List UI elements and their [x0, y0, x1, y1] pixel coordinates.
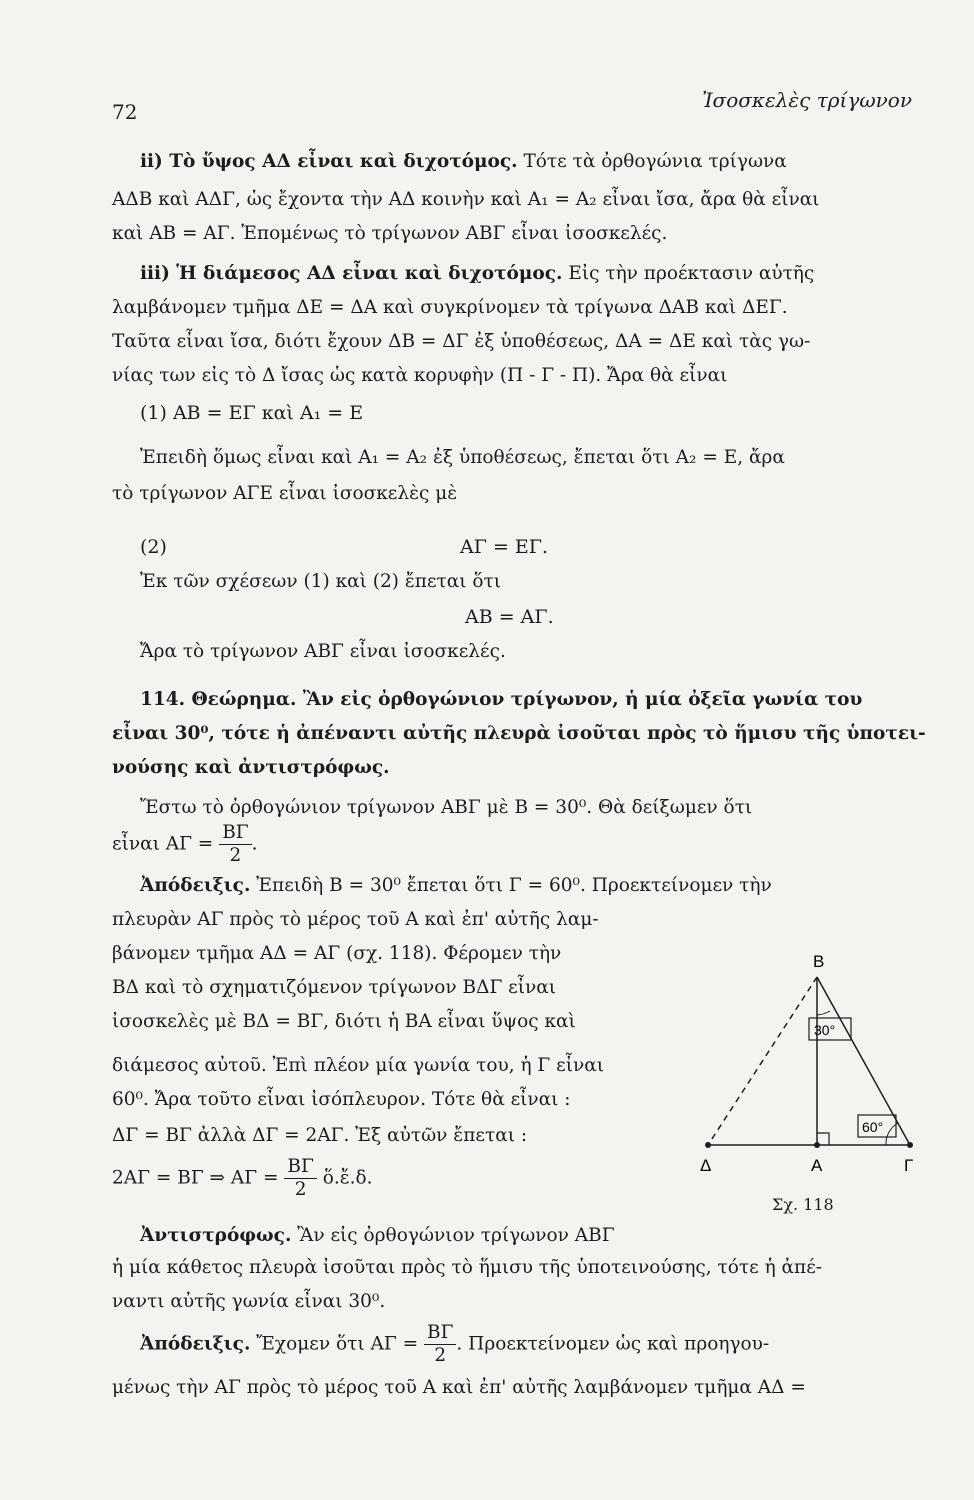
equation-3: ΑΒ = ΑΓ.: [465, 606, 554, 628]
page-number: 72: [112, 100, 138, 124]
text-line: 2ΑΓ = ΒΓ ⇒ ΑΓ = $\frac{B\Gamma}{2}$ ὅ.ἔ.δ.: [112, 1156, 373, 1200]
text-line: Ἀπόδειξις. Ἐπειδὴ Β = 30⁰ ἔπεται ὅτι Γ = 60⁰. Προεκτείνομεν τὴν: [140, 875, 772, 896]
text-line: ΒΔ καὶ τὸ σχηματιζόμενον τρίγωνον ΒΔΓ εἶναι: [112, 977, 557, 998]
text-line: Ταῦτα εἶναι ἴσα, διότι ἔχουν ΔΒ = ΔΓ ἐξ ὑποθέσεως, ΔΑ = ΔΕ καὶ τὰς γω-: [112, 331, 811, 352]
text-line: καὶ ΑΒ = ΑΓ. Ἑπομένως τὸ τρίγωνον ΑΒΓ εἶναι ἰσοσκελές.: [112, 223, 668, 244]
label-b: Β: [813, 952, 825, 971]
text-line: ναντι αὐτῆς γωνία εἶναι 30⁰.: [112, 1291, 386, 1312]
text-line: ΔΓ = ΒΓ ἀλλὰ ΔΓ = 2ΑΓ. Ἐξ αὐτῶν ἔπεται :: [112, 1125, 528, 1146]
angle-g-label: 60°: [862, 1119, 884, 1135]
text-line: διάμεσος αὐτοῦ. Ἐπὶ πλέον μία γωνία του, ἡ Γ εἶναι: [112, 1055, 604, 1076]
text-line: λαμβάνομεν τμῆμα ΔΕ = ΔΑ καὶ συγκρίνομεν τὰ τρίγωνα ΔΑΒ καὶ ΔΕΓ.: [112, 297, 788, 318]
theorem-line: εἶναι 30⁰, τότε ἡ ἀπέναντι αὐτῆς πλευρὰ ἰσοῦται πρὸς τὸ ἥμισυ τῆς ὑποτει-: [112, 723, 926, 744]
text-line: Ἔστω τὸ ὀρθογώνιον τρίγωνον ΑΒΓ μὲ Β = 30⁰. Θὰ δείξωμεν ὅτι: [140, 797, 753, 818]
text-line: Ἄρα τὸ τρίγωνον ΑΒΓ εἶναι ἰσοσκελές.: [140, 641, 506, 662]
angle-b-arc: [817, 1011, 830, 1015]
vertex-d: [705, 1142, 711, 1148]
equation-2: ΑΓ = ΕΓ.: [460, 536, 548, 558]
vertex-a: [814, 1142, 820, 1148]
text-line: ii) Τὸ ὕψος ΑΔ εἶναι καὶ διχοτόμος. Τότε τὰ ὀρθογώνια τρίγωνα: [140, 151, 787, 172]
label-g: Γ: [904, 1156, 914, 1175]
label-a: Α: [811, 1156, 823, 1175]
label-d: Δ: [700, 1156, 712, 1175]
equation-1: (1) ΑΒ = ΕΓ καὶ Α₁ = Ε: [140, 402, 364, 424]
text-line: εἶναι ΑΓ = $\frac{B\Gamma}{2}$ .: [112, 822, 258, 866]
text-line: ἰσοσκελὲς μὲ ΒΔ = ΒΓ, διότι ἡ ΒΑ εἶναι ὕψος καὶ: [112, 1011, 576, 1032]
theorem-line: 114. Θεώρημα. Ἂν εἰς ὀρθογώνιον τρίγωνον, ἡ μία ὀξεῖα γωνία του: [140, 689, 863, 710]
text-line: 60⁰. Ἄρα τοῦτο εἶναι ἰσόπλευρον. Τότε θὰ εἶναι :: [112, 1089, 571, 1110]
side-bd: [708, 977, 817, 1145]
figure-118: [690, 945, 930, 1185]
text-line: Ἐκ τῶν σχέσεων (1) καὶ (2) ἔπεται ὅτι: [140, 571, 502, 592]
vertex-g: [907, 1142, 913, 1148]
text-line: ΑΔΒ καὶ ΑΔΓ, ὡς ἔχοντα τὴν ΑΔ κοινὴν καὶ Α₁ = Α₂ εἶναι ἴσα, ἄρα θὰ εἶναι: [112, 189, 820, 210]
equation-2-label: (2): [140, 536, 167, 558]
angle-b-label: 30°: [814, 1022, 836, 1038]
text-line: μένως τὴν ΑΓ πρὸς τὸ μέρος τοῦ Α καὶ ἐπ' αὐτῆς λαμβάνομεν τμῆμα ΑΔ =: [112, 1377, 806, 1398]
text-line: Ἀντιστρόφως. Ἂν εἰς ὀρθογώνιον τρίγωνον ΑΒΓ: [140, 1225, 615, 1246]
text-line: Ἀπόδειξις. Ἔχομεν ὅτι ΑΓ = $\frac{B\Gamma}{2}$ . Προεκτείνομεν ὡς καὶ προηγου-: [140, 1322, 770, 1366]
text-line: πλευρὰν ΑΓ πρὸς τὸ μέρος τοῦ Α καὶ ἐπ' αὐτῆς λαμ-: [112, 909, 599, 930]
text-line: Ἐπειδὴ ὅμως εἶναι καὶ Α₁ = Α₂ ἐξ ὑποθέσεως, ἔπεται ὅτι Α₂ = Ε, ἄρα: [140, 447, 785, 468]
text-line: νίας των εἰς τὸ Δ ἴσας ὡς κατὰ κορυφὴν (Π - Γ - Π). Ἄρα θὰ εἶναι: [112, 365, 728, 386]
text-line: iii) Ἡ διάμεσος ΑΔ εἶναι καὶ διχοτόμος. Εἰς τὴν προέκτασιν αὐτῆς: [140, 263, 815, 284]
theorem-line: νούσης καὶ ἀντιστρόφως.: [112, 757, 390, 778]
text-line: βάνομεν τμῆμα ΑΔ = ΑΓ (σχ. 118). Φέρομεν τὴν: [112, 943, 562, 964]
figure-caption: Σχ. 118: [772, 1195, 834, 1214]
text-line: ἡ μία κάθετος πλευρὰ ἰσοῦται πρὸς τὸ ἥμισυ τῆς ὑποτεινούσης, τότε ἡ ἀπέ-: [112, 1257, 823, 1278]
text-line: τὸ τρίγωνον ΑΓΕ εἶναι ἰσοσκελὲς μὲ: [112, 483, 458, 504]
running-title: Ἰσοσκελὲς τρίγωνον: [702, 88, 912, 112]
